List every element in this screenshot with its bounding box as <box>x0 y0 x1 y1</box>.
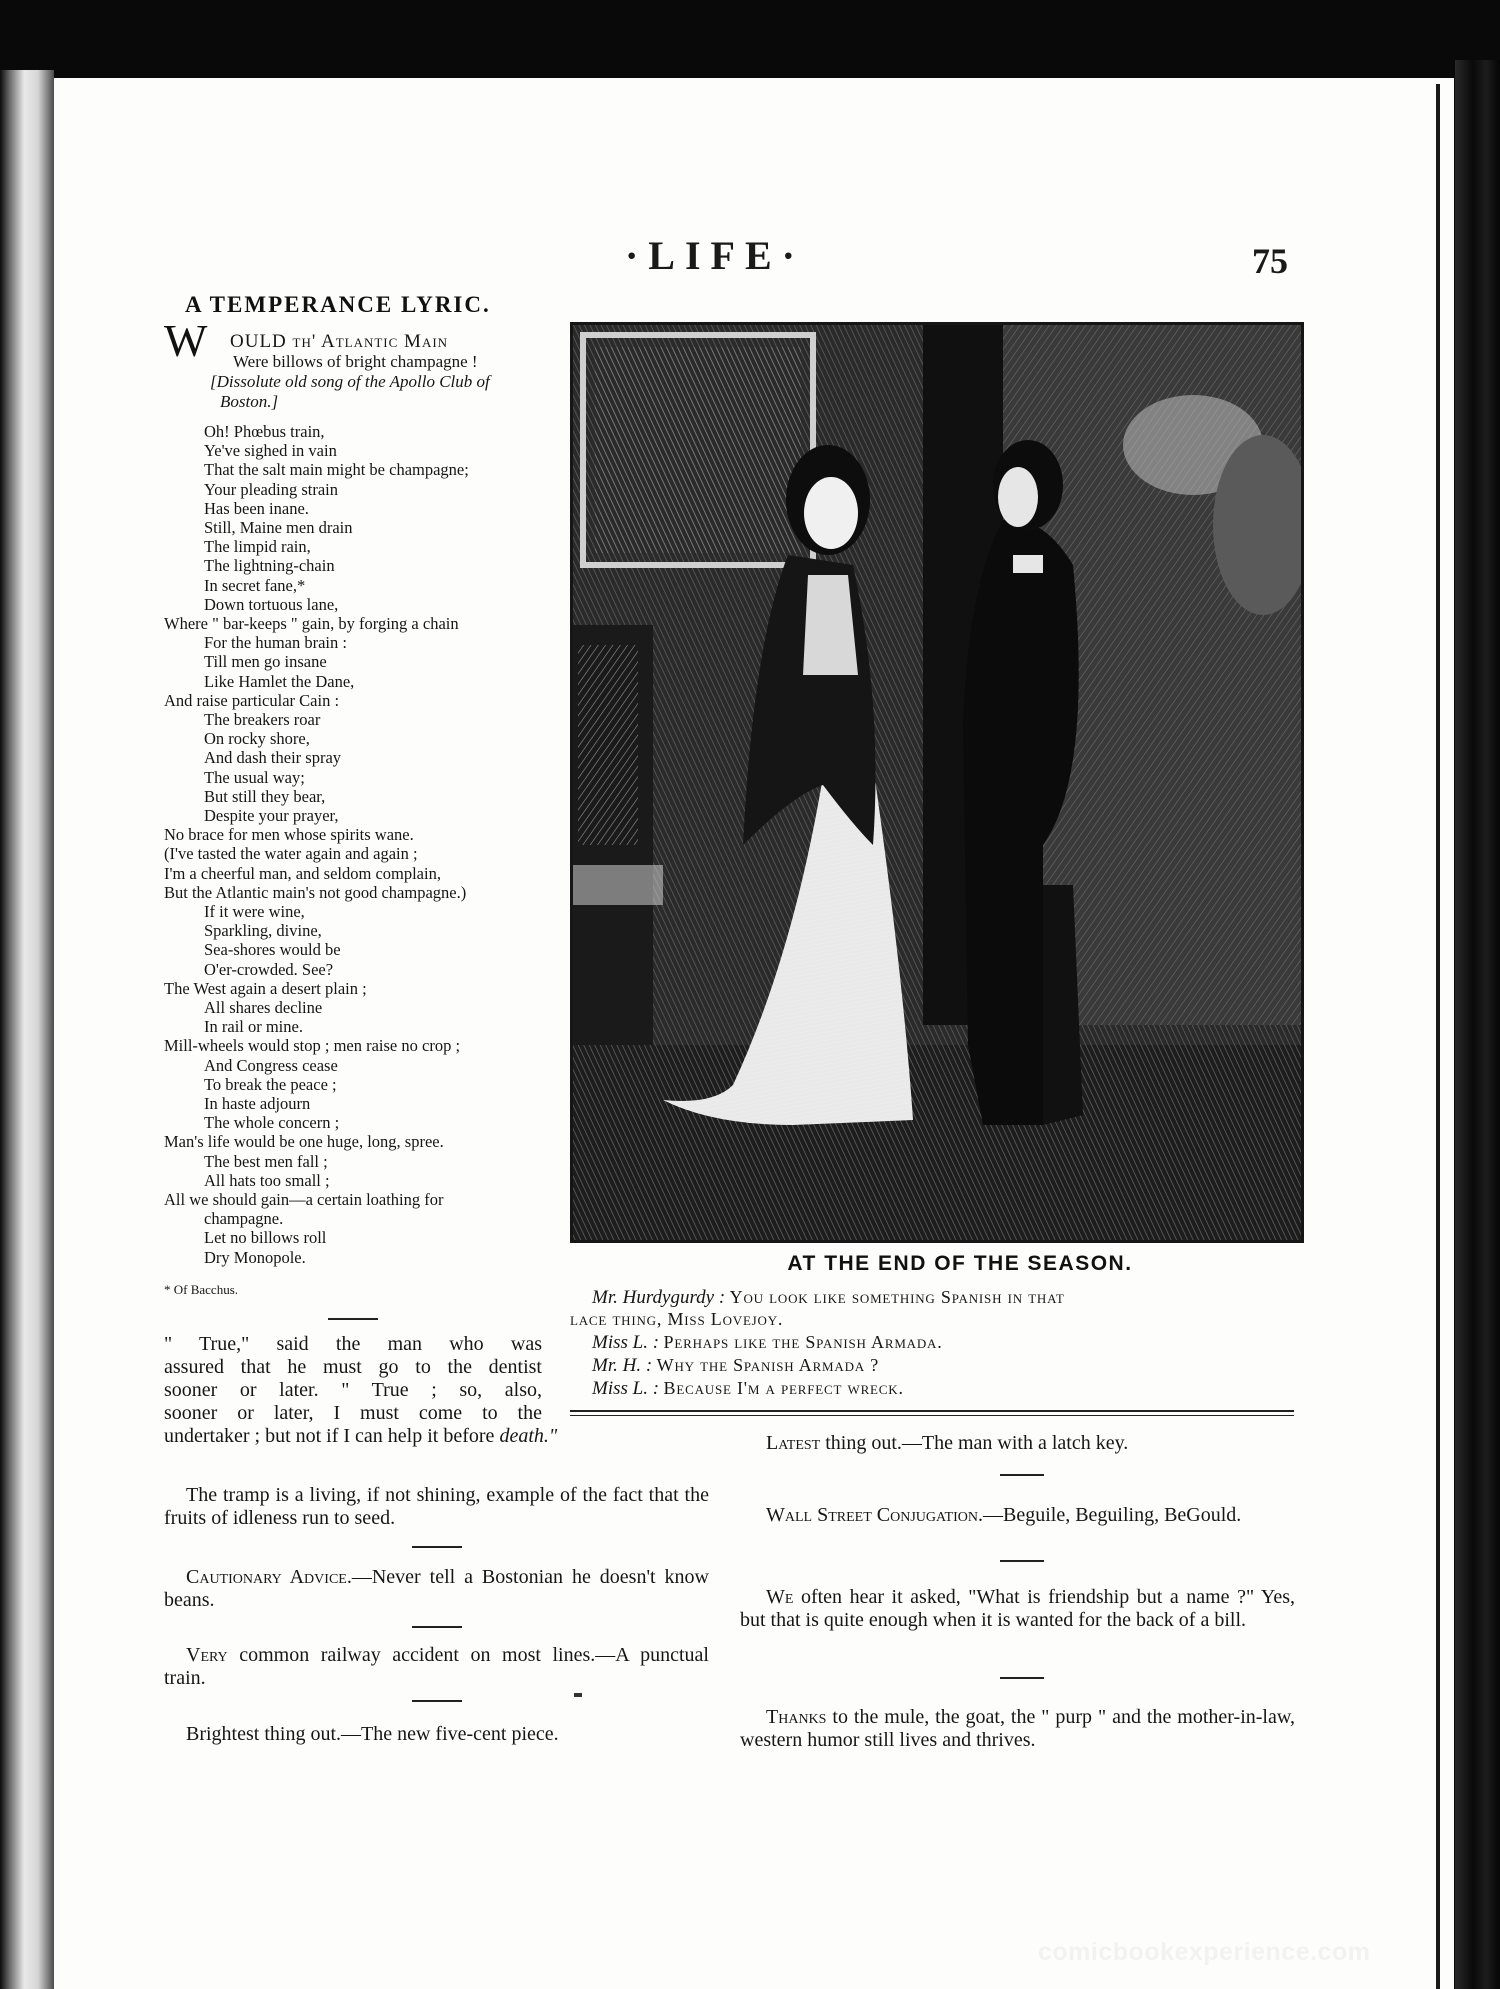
poem-line: Your pleading strain <box>204 479 338 499</box>
separator-rule <box>1000 1560 1044 1562</box>
poem-epigraph-line: Were billows of bright champagne ! <box>233 352 478 371</box>
poem-line: All shares decline <box>204 998 323 1017</box>
poem-line: And Congress cease <box>204 1055 338 1075</box>
poem-line: That the salt main might be champagne; <box>204 460 469 480</box>
cautionary-paragraph <box>164 1566 709 1612</box>
poem-line: Ye've sighed in vain <box>204 441 337 461</box>
poem-epigraph-line: [Dissolute old song of the Apollo Club of <box>210 372 490 391</box>
poem-footnote: * Of Bacchus. <box>164 1282 239 1297</box>
latest-text: thing out.—The man with a latch key. <box>820 1432 1129 1454</box>
poem-line: The lightning-chain <box>204 556 335 576</box>
railway-paragraph <box>164 1644 709 1690</box>
friendship-paragraph <box>740 1586 1295 1632</box>
friendship-text: often hear it asked, "What is friendship but a name ?" Yes, but that is quite enough when it is wanted for the back of a bill. <box>740 1586 1295 1631</box>
section-double-rule <box>570 1410 1294 1412</box>
illustration-caption-title: AT THE END OF THE SEASON. <box>787 1252 1133 1275</box>
wallstreet-text: —Beguile, Beguiling, BeGould. <box>982 1504 1242 1526</box>
poem-line: (I've tasted the water again and again ; <box>164 844 418 864</box>
dialogue-text: lace thing, Miss Lovejoy. <box>570 1309 784 1329</box>
wallstreet-paragraph <box>740 1504 1295 1527</box>
dialogue-line <box>592 1331 943 1354</box>
poem-line: Has been inane. <box>204 498 309 518</box>
dialogue-speaker: Mr. Hurdygurdy : <box>592 1287 726 1308</box>
poem-line: The usual way; <box>204 767 305 787</box>
poem-line: I'm a cheerful man, and seldom complain, <box>164 863 441 883</box>
dialogue-text: You look like something Spanish in that <box>729 1287 1065 1307</box>
poem-line: On rocky shore, <box>204 729 310 749</box>
page-number: 75 <box>1252 241 1288 281</box>
true-paragraph <box>164 1333 542 1425</box>
latest-lead: Latest <box>766 1432 821 1454</box>
true-line: sooner or later, I must come to the <box>164 1402 542 1424</box>
separator-rule <box>412 1626 462 1628</box>
illustration-engraving <box>570 322 1304 1243</box>
page-border-line <box>1436 84 1440 1989</box>
poem-line: Despite your prayer, <box>204 806 339 825</box>
true-last-word: death." <box>499 1425 558 1447</box>
book-gutter <box>0 70 54 1989</box>
poem-line: The best men fall ; <box>204 1151 328 1171</box>
site-watermark: comicbookexperience.com <box>1038 1938 1371 1966</box>
drop-cap: W <box>164 315 208 366</box>
separator-rule <box>412 1700 462 1702</box>
thanks-paragraph <box>740 1706 1295 1752</box>
poem-line: Sea-shores would be <box>204 940 341 960</box>
poem-line: In haste adjourn <box>204 1094 311 1113</box>
poem-line: champagne. <box>204 1209 284 1229</box>
masthead: ·LIFE· <box>624 233 806 278</box>
true-line: assured that he must go to the dentist <box>164 1356 542 1378</box>
poem-line: For the human brain : <box>204 633 347 653</box>
poem-line: The breakers roar <box>204 710 321 729</box>
true-line: sooner or later. " True ; so, also, <box>164 1379 542 1401</box>
poem-line: But the Atlantic main's not good champagne.) <box>164 882 467 902</box>
true-last-text: undertaker ; but not if I can help it before <box>164 1425 495 1447</box>
ink-mark <box>574 1693 582 1697</box>
poem-line: The West again a desert plain ; <box>164 978 367 998</box>
tramp-text: The tramp is a living, if not shining, example of the fact that the fruits of idleness run to seed. <box>164 1484 709 1529</box>
poem-line: Mill-wheels would stop ; men raise no crop ; <box>164 1036 461 1056</box>
friendship-lead: We <box>766 1586 794 1608</box>
poem-line: And raise particular Cain : <box>164 690 340 710</box>
poem-line: Like Hamlet the Dane, <box>204 671 355 691</box>
separator-rule <box>412 1546 462 1548</box>
poem-line: No brace for men whose spirits wane. <box>164 825 414 845</box>
scan-top-shadow <box>0 0 1500 78</box>
dialogue-speaker: Mr. H. : <box>592 1355 653 1376</box>
thanks-text: to the mule, the goat, the " purp " and the mother-in-law, western humor still lives and thrives. <box>740 1706 1295 1751</box>
separator-rule <box>1000 1677 1044 1679</box>
dialogue-text: Perhaps like the Spanish Armada. <box>663 1332 943 1352</box>
poem-line: In rail or mine. <box>204 1017 303 1037</box>
poem-line: All hats too small ; <box>204 1170 330 1190</box>
poem-line: To break the peace ; <box>204 1074 337 1094</box>
epigraph-first: OULD th' Atlantic Main <box>230 331 449 352</box>
dialogue-speaker: Miss L. : <box>592 1378 660 1399</box>
cautionary-lead: Cautionary Advice. <box>186 1566 352 1588</box>
poem-line: Let no billows roll <box>204 1228 327 1248</box>
poem-line: Till men go insane <box>204 652 327 672</box>
poem-epigraph-line <box>230 332 448 352</box>
latest-paragraph <box>740 1432 1295 1455</box>
page-edge-shadow <box>1455 60 1500 1989</box>
brightest-paragraph: Brightest thing out.—The new five-cent piece. <box>186 1723 559 1745</box>
poem-title: A TEMPERANCE LYRIC. <box>185 292 491 317</box>
dialogue-line <box>570 1308 783 1330</box>
true-last-line <box>164 1425 724 1448</box>
railway-text: common railway accident on most lines.—A punctual train. <box>164 1644 709 1689</box>
poem-line: In secret fane,* <box>204 575 306 595</box>
separator-rule <box>1000 1474 1044 1476</box>
separator-rule <box>328 1318 378 1320</box>
wallstreet-lead: Wall Street Conjugation. <box>766 1504 983 1526</box>
dialogue-speaker: Miss L. : <box>592 1332 660 1353</box>
poem-line: The whole concern ; <box>204 1113 340 1133</box>
dialogue-line <box>592 1377 904 1400</box>
poem-line: Still, Maine men drain <box>204 518 353 537</box>
poem-line: But still they bear, <box>204 786 326 806</box>
cautionary-text: —Never tell a Bostonian he doesn't know beans. <box>164 1566 709 1611</box>
poem-epigraph-line: Boston.] <box>220 392 279 411</box>
railway-lead: Very <box>186 1644 228 1666</box>
dialogue-text: Why the Spanish Armada ? <box>656 1355 880 1375</box>
poem-line: Down tortuous lane, <box>204 594 339 614</box>
poem-line: The limpid rain, <box>204 537 311 557</box>
poem-line: O'er-crowded. See? <box>204 959 334 979</box>
section-double-rule <box>570 1415 1294 1416</box>
poem-line: Where " bar-keeps " gain, by forging a chain <box>164 614 459 633</box>
thanks-lead: Thanks <box>766 1706 827 1728</box>
true-line: " True," said the man who was <box>164 1333 542 1355</box>
poem-line: Dry Monopole. <box>204 1247 306 1267</box>
dialogue-line <box>592 1354 879 1377</box>
tramp-paragraph <box>164 1484 709 1530</box>
poem-line: Man's life would be one huge, long, spree. <box>164 1132 444 1152</box>
poem-line: All we should gain—a certain loathing for <box>164 1190 444 1209</box>
dialogue-text: Because I'm a perfect wreck. <box>663 1378 904 1398</box>
poem-line: Oh! Phœbus train, <box>204 422 325 441</box>
poem-line: Sparkling, divine, <box>204 921 322 941</box>
dialogue-line <box>592 1286 1065 1309</box>
poem-line: If it were wine, <box>204 902 305 921</box>
poem-line: And dash their spray <box>204 748 342 768</box>
